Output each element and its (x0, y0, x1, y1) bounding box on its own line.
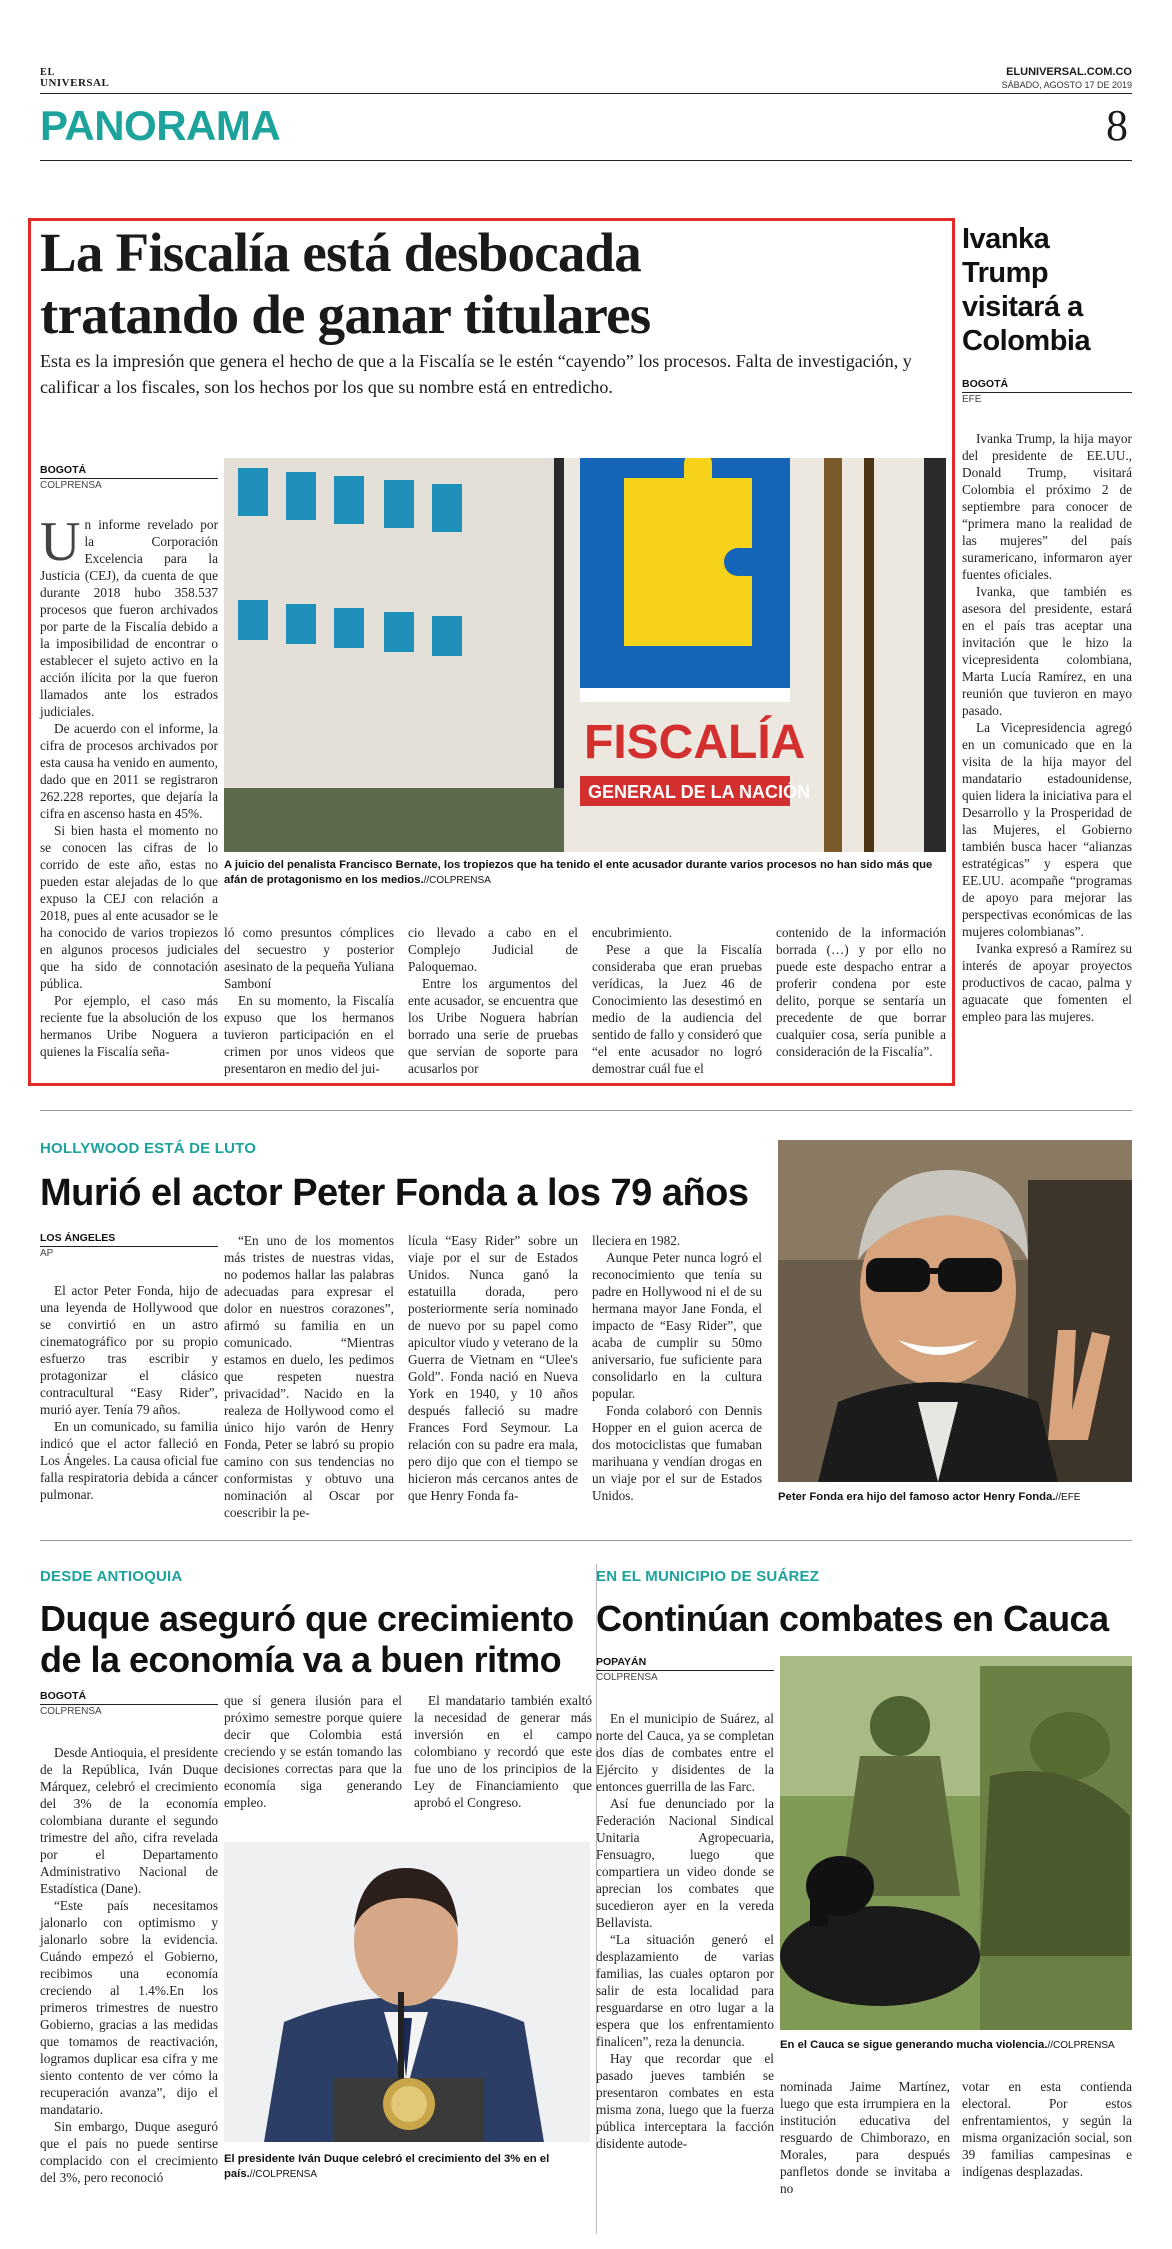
peter-fonda-illustration (778, 1140, 1132, 1482)
paragraph: Si bien hasta el momento no se conocen las cifras de lo corrido de este año, estas no pueden estar alejadas de lo que expuso la CEJ con relación a 2018, pues al ente acusador se le ha conocido de varios tropiezos en algunos procesos judiciales que ha sido de connotación pública. (40, 823, 218, 991)
dropcap: U (40, 511, 81, 573)
caption-text: Peter Fonda era hijo del famoso actor Henry Fonda. (778, 1491, 1056, 1503)
sign-subtitle-text: GENERAL DE LA NACIÓN (588, 782, 811, 802)
paragraph: En un comunicado, su familia indicó que el actor falleció en Los Ángeles. La causa oficial fue falla respiratoria debida a cáncer pulmonar. (40, 1419, 218, 1502)
fonda-byline (40, 1232, 218, 1259)
paragraph: ló como presuntos cómplices del secuestro y posterior asesinato de la pequeña Yuliana Samboní (224, 925, 394, 991)
byline-place: LOS ÁNGELES (40, 1232, 116, 1244)
cauca-col-3 (962, 2078, 1132, 2180)
logo[interactable] (40, 68, 120, 88)
paragraph: Aunque Peter nunca logró el reconocimiento que tenía su padre en Hollywood ni el de su hermana mayor Jane Fonda, el impacto de “Easy Rider”, que acaba de cumplir su 50mo aniversario, fue suficiente para consolidarlo en la cultura popular. (592, 1250, 762, 1401)
lead-deck: Esta es la impresión que genera el hecho de que a la Fiscalía se le estén “cayendo” los procesos. Falta de investigación, y calificar a los fiscales, son los hechos por los que su nombre está en entredicho. (40, 351, 912, 397)
duque-col-1 (40, 1744, 218, 2186)
issue-date: SÁBADO, AGOSTO 17 DE 2019 (1001, 80, 1132, 90)
section-divider (40, 1110, 1132, 1111)
byline-agency: COLPRENSA (40, 478, 218, 491)
paragraph: En su momento, la Fiscalía expuso que los hermanos tuvieron participación en el crimen por unos videos que presentaron en medio del jui- (224, 993, 394, 1076)
paragraph: El mandatario también exaltó la necesidad de generar más inversión en el campo colombiano y recordó que este fue uno de los principios de la Ley de Financiamiento que aprobó el Congreso. (414, 1693, 592, 1810)
byline-place: BOGOTÁ (40, 1690, 87, 1702)
paragraph: Hay que recordar que el pasado jueves también se presentaron combates en esta misma zona, luego que la fuerza pública interceptara la facción disidente autode- (596, 2051, 774, 2151)
caption-credit: //COLPRENSA (249, 2169, 317, 2180)
paragraph: lícula “Easy Rider” sobre un viaje por el sur de Estados Unidos. Nunca ganó la estatuilla dorada, pero posteriormente sería nominado de nuevo por su papel como apicultor viudo y veterano de la Guerra de Vietnam en “Ulee's Gold”. Fonda nació en Nueva York en 1940, y 10 años después falleció su madre Frances Ford Seymour. La relación con su padre era mala, pero dijo que con el tiempo se hicieron más cercanos antes de que Henry Fonda fa- (408, 1233, 578, 1503)
masthead-rule (40, 93, 1132, 94)
paragraph: que sí genera ilusión para el próximo semestre porque quiere decir que Colombia está creciendo y se están tomando las decisiones correctas para que la economía siga generando empleo. (224, 1693, 402, 1810)
paragraph: Ivanka, que también es asesora del presidente, estará en el país tras aceptar una invitación que le hizo la vicepresidenta colombiana, Marta Lucía Ramírez, en una reunión que tuvieron en mayo pasado. (962, 584, 1132, 718)
section-rule (40, 160, 1132, 161)
peter-fonda-photo[interactable] (778, 1140, 1132, 1482)
lead-col-2 (224, 924, 394, 1077)
ivan-duque-illustration (224, 1842, 590, 2142)
paragraph: n informe revelado por la Corporación Excelencia para la Justicia (CEJ), da cuenta de que durante 2018 hubo 358.537 procesos que fueron archivados por parte de la Fiscalía debido a la imposibilidad de encontrar o establecer el sujeto activo en la acción ilícita por la que fueron llamados ante los estrados judiciales. (40, 517, 218, 719)
caption-credit: //COLPRENSA (1047, 2040, 1115, 2051)
duque-kicker: DESDE ANTIOQUIA (40, 1568, 183, 1585)
cauca-byline (596, 1656, 774, 1683)
paragraph: “Este país necesitamos jalonarlo con optimismo y jalonarlo sobre la evidencia. Cuándo empezó el Gobierno, recibimos una economía creciendo al 1.4%.En los primeros trimestres de nuestro Gobierno, gracias a las medidas que tomamos de reactivación, logramos duplicar esa cifra y me siento contento de ver cómo la recuperación avanza”, dijo el mandatario. (40, 1898, 218, 2117)
byline-agency: EFE (962, 392, 1132, 405)
paragraph: lleciera en 1982. (592, 1233, 681, 1248)
cauca-kicker: EN EL MUNICIPIO DE SUÁREZ (596, 1568, 820, 1585)
logo-bottom: UNIVERSAL (40, 77, 110, 89)
lead-col-3 (408, 924, 578, 1077)
lead-photo-caption (224, 858, 944, 888)
paragraph: Pese a que la Fiscalía consideraba que eran pruebas verídicas, la Juez 46 de Conocimiento las desestimó en medio de la audiencia del sentido de fallo y consideró que “el ente acusador no logró demostrar cuál fue el (592, 942, 762, 1076)
logo-top: EL (40, 67, 56, 78)
paragraph: De acuerdo con el informe, la cifra de procesos archivados por esta causa ha venido en aumento, dado que en 2011 se registraron 262.228 reportes, que dejaría la cifra en ascenso hasta en 45%. (40, 721, 218, 821)
paragraph: “En uno de los momentos más tristes de nuestras vidas, no podemos hallar las palabras adecuadas para expresar el dolor en nuestros corazones”, afirmó su familia en un comunicado. “Mientras estamos en duelo, les pedimos que respeten nuestra privacidad”. Nacido en la realeza de Hollywood como el único hijo varón de Henry Fonda, Peter se labró su propio camino con sus tendencias no conformistas y obtuvo una nominación al Oscar por coescribir la pe- (224, 1233, 394, 1520)
paragraph: contenido de la información borrada (…) y por ello no puede este despacho entrar a proferir condena por este delito, porque se sentaría un precedente de que borrar cualquier cosa, sería punible a consideración de la Fiscalía”. (776, 925, 946, 1059)
byline-agency: COLPRENSA (596, 1670, 774, 1683)
paragraph: cio llevado a cabo en el Complejo Judicial de Paloquemao. (408, 925, 578, 974)
cauca-col-1 (596, 1710, 774, 2152)
paragraph: El actor Peter Fonda, hijo de una leyenda de Hollywood que se convirtió en un astro cinematográfico por su propio esfuerzo tras escribir y protagonizar el clásico contracultural “Easy Rider”, murió ayer. Tenía 79 años. (40, 1283, 218, 1417)
paragraph: Desde Antioquia, el presidente de la República, Iván Duque Márquez, celebró el crecimiento del 3% de la economía colombiana durante el segundo trimestre del año, cifra revelada por el Departamento Administrativo Nacional de Estadística (Dane). (40, 1745, 218, 1896)
section-divider (40, 1540, 1132, 1541)
byline-agency: COLPRENSA (40, 1704, 218, 1717)
ivan-duque-photo[interactable] (224, 1842, 590, 2142)
page-number: 8 (1106, 101, 1128, 150)
lead-col-4 (592, 924, 762, 1077)
paragraph: votar en esta contienda electoral. Por estos enfrentamientos, y según la misma organización social, son 39 familias campesinas e indígenas desplazadas. (962, 2079, 1132, 2179)
cauca-col-2 (780, 2078, 950, 2197)
paragraph: Ivanka Trump, la hija mayor del presidente de EE.UU., Donald Trump, visitará Colombia el próximo 2 de septiembre para conocer de “primera mano la realidad de las mujeres” del país suramericano, informaron ayer fuentes oficiales. (962, 431, 1132, 582)
paragraph: Así fue denunciado por la Federación Nacional Sindical Unitaria Agropecuaria, Fensuagro, luego que compartiera un video donde se aprecian los combates que sucedieron ayer en la vereda Bellavista. (596, 1796, 774, 1930)
sign-fiscalia-text: FISCALÍA (584, 716, 806, 769)
caption-text: El presidente Iván Duque celebró el crecimiento del 3% en el país. (224, 2153, 550, 2180)
fonda-photo-caption (778, 1490, 1132, 1505)
lead-byline (40, 464, 218, 491)
fonda-headline[interactable]: Murió el actor Peter Fonda a los 79 años (40, 1172, 749, 1214)
duque-headline[interactable]: Duque aseguró que crecimiento de la economía va a buen ritmo (40, 1598, 574, 1680)
fiscalia-building-photo[interactable] (224, 458, 946, 852)
lead-col-1 (40, 511, 218, 1060)
fonda-kicker: HOLLYWOOD ESTÁ DE LUTO (40, 1140, 257, 1157)
paragraph: Fonda colaboró con Dennis Hopper en el guion acerca de dos motociclistas que fumaban marihuana y vendían drogas en un viaje por el sur de Estados Unidos. (592, 1403, 762, 1503)
paragraph: nominada Jaime Martínez, luego que esta irrumpiera en la institución educativa del resguardo de Chimborazo, en Morales, para después panfletos donde se invitaba a no (780, 2079, 950, 2196)
paragraph: La Vicepresidencia agregó en un comunicado que en la visita de la hija mayor del mandatario estadounidense, quien lidera la iniciativa para el Desarrollo y la Prosperidad de las Mujeres, el Gobierno también busca hacer “alianzas estratégicas” y espera que EE.UU. acompañe “programas de apoyo para mejorar las perspectivas económicas de las mujeres colombianas”. (962, 720, 1132, 939)
side-headline[interactable]: Ivanka Trump visitará a Colombia (962, 223, 1091, 357)
cauca-headline[interactable]: Continúan combates en Cauca (596, 1598, 1109, 1639)
paragraph: Ivanka expresó a Ramírez su interés de apoyar proyectos productivos de cacao, palma y aguacate que fomenten el empleo para las mujeres. (962, 941, 1132, 1024)
duque-col-3 (414, 1692, 592, 1811)
caption-credit: //COLPRENSA (423, 875, 491, 886)
cauca-soldiers-photo[interactable] (780, 1656, 1132, 2030)
caption-credit: //EFE (1055, 1492, 1081, 1503)
paragraph: Entre los argumentos del ente acusador, se encuentra que los Uribe Noguera habrían borrado una serie de pruebas que servían de soporte para acusarlos por (408, 976, 578, 1076)
section-title: PANORAMA (40, 102, 281, 149)
fiscalia-photo-illustration (224, 458, 946, 852)
fonda-col-4 (592, 1232, 762, 1504)
duque-photo-caption (224, 2152, 560, 2182)
paragraph: En el municipio de Suárez, al norte del Cauca, ya se completan dos días de combates entre el Ejército y disidentes de la entonces guerrilla de las Farc. (596, 1711, 774, 1794)
fonda-col-3 (408, 1232, 578, 1504)
duque-col-2 (224, 1692, 402, 1811)
lead-col-5 (776, 924, 946, 1060)
site-url[interactable]: ELUNIVERSAL.COM.CO (1006, 66, 1132, 78)
caption-text: En el Cauca se sigue generando mucha violencia. (780, 2039, 1048, 2051)
cauca-photo-caption (780, 2038, 1132, 2053)
lead-headline[interactable]: La Fiscalía está desbocada tratando de ganar titulares (40, 222, 651, 345)
side-col (962, 430, 1132, 1025)
paragraph: Sin embargo, Duque aseguró que el país no puede sentirse complacido con el crecimiento del 3%, pero reconoció (40, 2119, 218, 2185)
side-byline (962, 378, 1132, 405)
byline-place: BOGOTÁ (962, 378, 1009, 390)
byline-place: POPAYÁN (596, 1656, 647, 1668)
caption-text: A juicio del penalista Francisco Bernate, los tropiezos que ha tenido el ente acusador durante varios procesos no han sido más que afán de protagonismo en los medios. (224, 859, 933, 886)
byline-place: BOGOTÁ (40, 464, 87, 476)
duque-byline (40, 1690, 218, 1717)
paragraph: encubrimiento. (592, 925, 673, 940)
paragraph: Por ejemplo, el caso más reciente fue la absolución de los hermanos Uribe Noguera a quienes la Fiscalía seña- (40, 993, 218, 1059)
fonda-col-2 (224, 1232, 394, 1521)
paragraph: “La situación generó el desplazamiento de varias familias, las cuales optaron por salir de esta localidad para resguardarse en otro lugar a la espera que los enfrentamiento finalicen”, reza la denuncia. (596, 1932, 774, 2049)
cauca-soldiers-illustration (780, 1656, 1132, 2030)
byline-agency: AP (40, 1246, 218, 1259)
fonda-col-1 (40, 1282, 218, 1503)
